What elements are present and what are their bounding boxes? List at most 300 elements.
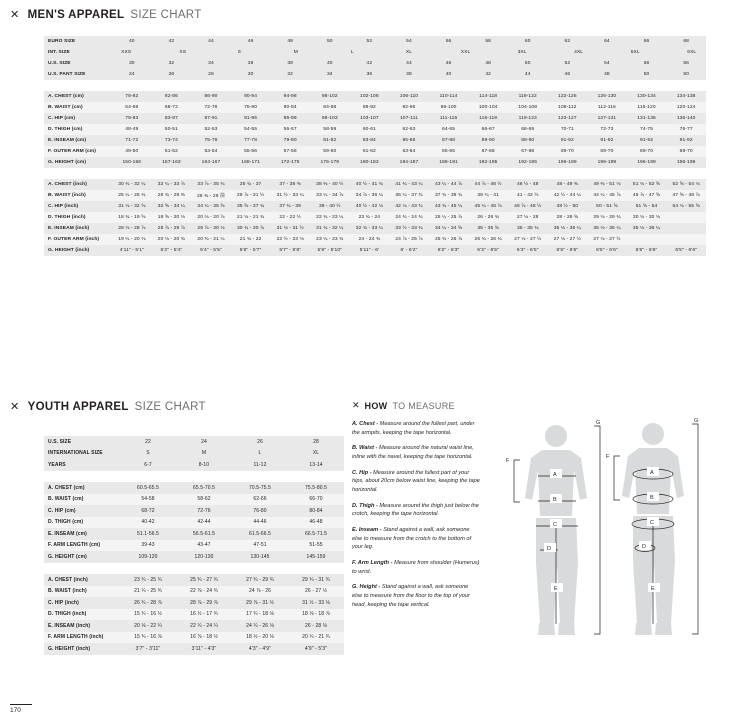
mens-cell: 120-124 [666, 102, 706, 113]
mens-cell: 20 ¾ - 21 ¼ [191, 234, 231, 245]
mens-cell: 32 [152, 58, 192, 69]
mens-cell: L [350, 50, 354, 55]
mens-cell: 44 ⅞ - 46 ½ [468, 179, 508, 190]
howto-item [352, 583, 480, 609]
mens-cell: 104-108 [508, 102, 548, 113]
mens-cell: 48 - 49 ⅜ [548, 179, 588, 190]
mens-cell: 43 ¼ - 44 ⅞ [429, 179, 469, 190]
mens-row-label: G. HEIGHT (cm) [44, 157, 112, 168]
mens-cell: 24 [112, 69, 152, 80]
mens-cell: 103-107 [350, 113, 390, 124]
mens-cell: 35 - 35 ¾ [508, 223, 548, 234]
youth-cell: 29 ¾ - 31 ¾ [288, 574, 344, 586]
howto-item-text: Stand against a wall, ask someone else to measure from the floor to the top of your head, keeping the tape vertical. [352, 584, 470, 608]
youth-row-label: D. THIGH (cm) [44, 517, 120, 529]
youth-cell: 56.5-61.5 [176, 528, 232, 540]
front-label-c: C [553, 522, 557, 528]
youth-cell: 109-120 [120, 551, 176, 563]
mens-row-label: D. THIGH (cm) [44, 124, 112, 135]
mens-cell: 56-57 [270, 124, 310, 135]
mens-row-label: INT. SIZE [44, 47, 112, 58]
mens-cell: 63-64 [389, 146, 429, 157]
mens-cell: 69-70 [587, 146, 627, 157]
mens-cell: 35 ⅝ - 37 ¾ [231, 201, 271, 212]
youth-row-label: A. CHEST (cm) [44, 482, 120, 494]
mens-cell [197, 50, 225, 55]
youth-cell: 58-62 [176, 494, 232, 506]
mens-cell: 91-92 [666, 135, 706, 146]
mens-table-row [44, 69, 706, 80]
mens-cell: 20 ⅛ - 20 ¾ [152, 234, 192, 245]
youth-cell: 76-80 [232, 505, 288, 517]
youth-cell: 23 ¾ - 25 ¾ [120, 574, 176, 586]
mens-cell: 24 ⅞ - 25 ⅞ [389, 234, 429, 245]
mens-cell: 29 ⅞ - 30 ⅛ [191, 223, 231, 234]
mens-cell: 108-112 [548, 102, 588, 113]
mens-cell: 19 ⅝ - 20 ⅛ [152, 212, 192, 223]
mens-cell: 96-100 [429, 102, 469, 113]
mens-cell: 28 - 28 ⅝ [548, 212, 588, 223]
mens-cell: 50 [627, 69, 667, 80]
side-label-b: B [650, 495, 654, 501]
mens-table-row [44, 223, 706, 234]
howto-title-bold: HOW [364, 400, 388, 411]
mens-cell: 67-68 [468, 146, 508, 157]
youth-cell: 54-58 [120, 494, 176, 506]
howto-item-text: Measure around the fullest part, under the armpits, keeping the tape horizontal. [352, 421, 475, 436]
mens-cell: XS [179, 50, 187, 55]
mens-cell: 38 [389, 69, 429, 80]
mens-cell: 59-60 [310, 146, 350, 157]
youth-cell: XL [288, 448, 344, 460]
mens-cell: 42 [468, 69, 508, 80]
front-bracket-g: G [596, 420, 601, 426]
youth-cell: 15 ¾ - 16 ½ [120, 609, 176, 621]
youth-row-label: G. HEIGHT (inch) [44, 643, 120, 655]
mens-cell: 30 [231, 69, 271, 80]
youth-cell: 3'11" - 4'3" [176, 643, 232, 655]
youth-row-label: C. HIP (inch) [44, 597, 120, 609]
mens-cell: 18 ¾ - 19 ⅝ [112, 212, 152, 223]
mens-cell: 23 ¼ - 23 ¾ [310, 234, 350, 245]
mens-cell: 33 ½ - 33 ¾ [389, 223, 429, 234]
youth-row-label: B. WAIST (cm) [44, 494, 120, 506]
youth-cell: 145-159 [288, 551, 344, 563]
mens-cell: XXL [460, 50, 471, 55]
youth-cell: 11-12 [232, 459, 288, 471]
measurement-figures [490, 398, 725, 688]
mens-cell: 56 [666, 58, 706, 69]
mens-cell [593, 50, 621, 55]
youth-cell: 20 ⅛ - 22 ¼ [120, 620, 176, 632]
mens-cell: 58 [468, 36, 508, 47]
mens-row-label: E. INSEAM (cm) [44, 135, 112, 146]
mens-cell: 36 [231, 58, 271, 69]
mens-cell: 67-68 [508, 146, 548, 157]
youth-cell: 4'9" - 5'3" [288, 643, 344, 655]
mens-cell: 107-111 [389, 113, 429, 124]
youth-cell: 3'7" - 3'11" [120, 643, 176, 655]
youth-row-label: U.S. SIZE [44, 436, 120, 448]
mens-cell: 72-76 [191, 102, 231, 113]
mens-cell: 48 [587, 69, 627, 80]
mens-table-row [44, 146, 706, 157]
mens-row-label: U.S. SIZE [44, 58, 112, 69]
youth-row-label: G. HEIGHT (cm) [44, 551, 120, 563]
mens-cell: 68-69 [508, 124, 548, 135]
mens-cell: 33 ¼ - 34 ⅞ [310, 190, 350, 201]
mens-cell: 192-195 [468, 157, 508, 168]
mens-cell: 62-63 [389, 124, 429, 135]
mens-cell: 49 ⅜ - 51 ⅛ [587, 179, 627, 190]
mens-row-label: D. THIGH (inch) [44, 212, 112, 223]
youth-row-label: F. ARM LENGTH (inch) [44, 632, 120, 644]
mens-cell: 32 ⅝ - 34 ¼ [152, 201, 192, 212]
mens-row-label: F. OUTER ARM (cm) [44, 146, 112, 157]
youth-table-row [44, 436, 344, 448]
mens-table-row [44, 212, 706, 223]
mens-cell: 44 [508, 69, 548, 80]
mens-cell: 66-67 [468, 124, 508, 135]
mens-cell: 5'7" - 5'8" [270, 245, 310, 256]
mens-cell: 5'2" - 5'4" [152, 245, 192, 256]
mens-cell: 32 [270, 69, 310, 80]
mens-cell: 31 ½ - 33 ¼ [270, 190, 310, 201]
howto-item-text: Measure from shoulder (Humerus) to wrist. [352, 559, 480, 575]
mens-cell: 40 ½ - 42 ⅛ [350, 201, 390, 212]
youth-cell: 26 ¾ - 28 ⅞ [120, 597, 176, 609]
mens-chart-title [10, 8, 202, 21]
mens-cell: 36 [350, 69, 390, 80]
youth-cell: 24 [176, 436, 232, 448]
side-label-e: E [651, 586, 655, 592]
mens-cell: 64-65 [429, 124, 469, 135]
mens-cell: 77-78 [231, 135, 271, 146]
mens-cell: 46 [548, 69, 588, 80]
mens-cell: 6'3" - 6'5" [508, 245, 548, 256]
mens-row-label: E. INSEAM (inch) [44, 223, 112, 234]
mens-cell: 6'3" - 6'5" [468, 245, 508, 256]
howto-title-light: TO MEASURE [392, 400, 455, 411]
mens-cell: 55-56 [231, 146, 271, 157]
mens-cell: 34 ¼ - 35 ⅝ [191, 201, 231, 212]
youth-table-row [44, 574, 344, 586]
front-label-d: D [547, 546, 551, 552]
mens-cell: 31 ⅛ - 32 ⅝ [112, 201, 152, 212]
mens-cell: 88-92 [350, 102, 390, 113]
howto-item [352, 469, 480, 495]
mens-cell: 50 [666, 69, 706, 80]
mens-cell: 44 [191, 36, 231, 47]
mens-cell: 50-51 [152, 124, 192, 135]
howto-item [352, 559, 480, 576]
mens-cell: 76-77 [666, 124, 706, 135]
mens-cell: 157-163 [152, 157, 192, 168]
mens-cell: 80-84 [270, 102, 310, 113]
mens-cell: 35 ⅛ - 36 ¼ [587, 223, 627, 234]
mens-cell: 95-99 [270, 113, 310, 124]
page-number: 170 [10, 707, 21, 714]
mens-table-row [44, 245, 706, 256]
youth-row-label: D. THIGH (inch) [44, 609, 120, 621]
mens-table-row [44, 47, 706, 58]
mens-cell: 69-70 [627, 146, 667, 157]
mens-cell: 45 ⅞ - 47 ⅝ [627, 190, 667, 201]
youth-table-row [44, 517, 344, 529]
mens-cell: 35 - 35 ⅝ [468, 223, 508, 234]
youth-row-label: E. INSEAM (inch) [44, 620, 120, 632]
mens-cell: 51-52 [152, 146, 192, 157]
mens-cell: 5'9" - 5'10" [310, 245, 350, 256]
mens-cell: 42 [152, 36, 192, 47]
mens-cell: 44 ¼ - 45 ⅞ [587, 190, 627, 201]
mens-cell: 6'5" - 6'6" [666, 245, 706, 256]
youth-table-row [44, 586, 344, 598]
youth-cell: 39-43 [120, 540, 176, 552]
youth-cell: 16 ⅞ - 18 ½ [176, 632, 232, 644]
mens-cell: 46 ½ - 48 [508, 179, 548, 190]
youth-cell: 22 [120, 436, 176, 448]
mens-cell: 25 ¾ - 26 ⅞ [429, 234, 469, 245]
mens-cell: 94-98 [270, 91, 310, 102]
mens-cell: 164-167 [191, 157, 231, 168]
mens-cell: XXS [121, 50, 132, 55]
youth-cell: 26 - 27 ½ [288, 586, 344, 598]
mens-size-table [44, 36, 706, 256]
youth-cell: 22 ⅞ - 24 ¾ [176, 586, 232, 598]
mens-cell: 50 [508, 58, 548, 69]
side-bracket-g: G [694, 418, 699, 424]
youth-cell: M [176, 448, 232, 460]
mens-cell: 38 ⅜ - 40 ½ [310, 179, 350, 190]
mens-cell: 5'4" - 5'5" [191, 245, 231, 256]
mens-cell: 28 [191, 69, 231, 80]
mens-cell: 64 [587, 36, 627, 47]
youth-cell: 44-46 [232, 517, 288, 529]
mens-table-row [44, 179, 706, 190]
mens-cell: 82-86 [152, 91, 192, 102]
youth-cell: 75.5-80.5 [288, 482, 344, 494]
side-label-c: C [650, 520, 654, 526]
mens-cell: XL [405, 50, 413, 55]
mens-cell: 92-96 [389, 102, 429, 113]
mens-cell: 30 [112, 58, 152, 69]
mens-cell [140, 50, 168, 55]
mens-table-row [44, 36, 706, 47]
mens-cell: 196-199 [627, 157, 667, 168]
youth-title-bold: YOUTH APPAREL [27, 400, 129, 413]
mens-cell: 52 [350, 36, 390, 47]
figure-diagram [490, 398, 725, 688]
mens-cell: 91-92 [548, 135, 588, 146]
howto-item [352, 502, 480, 519]
mens-cell: 52-53 [191, 124, 231, 135]
mens-cell: 25 ¼ - 25 ⅞ [429, 212, 469, 223]
mens-cell: 45 ¼ - 46 ⅞ [468, 201, 508, 212]
mens-cell: 40 [429, 69, 469, 80]
mens-table-row [44, 58, 706, 69]
mens-cell: 196-199 [587, 157, 627, 168]
mens-cell: 131-136 [627, 113, 667, 124]
mens-cell: 24 ¾ - 24 ¾ [389, 212, 429, 223]
mens-cell: 74-75 [627, 124, 667, 135]
mens-cell: 180-183 [350, 157, 390, 168]
mens-cell [423, 50, 451, 55]
front-bracket-f: F [506, 458, 510, 464]
mens-cell: 122-126 [548, 91, 588, 102]
mens-cell: 6'5" - 6'6" [548, 245, 588, 256]
mens-cell: 24 - 24 ¾ [350, 234, 390, 245]
mens-table-row [44, 190, 706, 201]
mens-cell: 99-103 [310, 113, 350, 124]
mens-cell: 28 ⅜ - 29 箭 [191, 190, 231, 201]
mens-int-size-cell [112, 47, 706, 58]
mens-cell: 87-91 [191, 113, 231, 124]
youth-cell: 51-55 [288, 540, 344, 552]
mens-cell: 52 ⅝ - 54 ⅛ [666, 179, 706, 190]
mens-cell: 38 [270, 58, 310, 69]
mens-cell: 22 ¾ - 23 ¼ [310, 212, 350, 223]
youth-cell: 18 ⅛ - 18 ⅞ [288, 609, 344, 621]
youth-row-label: INTERNATIONAL SIZE [44, 448, 120, 460]
howto-item-key: C. Hip - [352, 469, 374, 476]
mens-cell: 48 [468, 58, 508, 69]
youth-cell: 28 ⅞ - 29 ⅞ [176, 597, 232, 609]
mens-cell: 115-119 [468, 113, 508, 124]
mens-cell: 39 ¼ - 41 [468, 190, 508, 201]
youth-table-row [44, 448, 344, 460]
mens-cell: 52 [548, 58, 588, 69]
footer-rule [10, 704, 32, 705]
mens-cell: 57-58 [270, 146, 310, 157]
youth-chart-title [10, 400, 206, 413]
youth-cell: 72-76 [176, 505, 232, 517]
close-icon-youth: ✕ [10, 401, 20, 413]
howto-item-key: F. Arm Length - [352, 559, 395, 566]
close-icon: ✕ [10, 9, 20, 21]
youth-cell: 47-51 [232, 540, 288, 552]
youth-title-light: SIZE CHART [134, 400, 206, 413]
mens-cell: 6'2" - 6'3" [429, 245, 469, 256]
mens-cell: 6'5" - 6'6" [627, 245, 667, 256]
mens-cell: 33 ⅞ - 35 ¾ [191, 179, 231, 190]
mens-cell: 62 [548, 36, 588, 47]
mens-cell: 29 ⅛ - 29 ¾ [587, 212, 627, 223]
youth-cell: 66.5-71.5 [288, 528, 344, 540]
side-figure [606, 418, 698, 635]
youth-cell: 42-44 [176, 517, 232, 529]
mens-title-light: SIZE CHART [130, 8, 202, 21]
mens-cell: 114-118 [468, 91, 508, 102]
howto-item-key: G. Height - [352, 584, 382, 591]
youth-cell: 24 ¼ - 26 ⅛ [232, 620, 288, 632]
mens-table-row [44, 135, 706, 146]
mens-cell: 134-138 [666, 91, 706, 102]
mens-cell: 23 ¾ - 24 [350, 212, 390, 223]
how-to-measure-panel [352, 400, 512, 616]
mens-cell: 44 [389, 58, 429, 69]
mens-cell: 5XL [630, 50, 640, 55]
youth-cell: 21 ¼ - 25 ¾ [120, 586, 176, 598]
mens-cell: 22 ½ - 23 ⅛ [270, 234, 310, 245]
mens-row-label: B. WAIST (cm) [44, 102, 112, 113]
youth-table-row [44, 528, 344, 540]
mens-cell: 81-82 [310, 135, 350, 146]
mens-cell: 22 - 22 ½ [270, 212, 310, 223]
mens-cell: 4'11" - 5'1" [112, 245, 152, 256]
mens-cell: 53-54 [191, 146, 231, 157]
mens-cell: 84-88 [310, 102, 350, 113]
howto-item [352, 526, 480, 552]
mens-cell: 111-115 [429, 113, 469, 124]
front-label-a: A [553, 472, 557, 478]
youth-table-row [44, 505, 344, 517]
mens-table-row [44, 124, 706, 135]
youth-cell: 22 ¼ - 24 ¼ [176, 620, 232, 632]
mens-cell: 50 - 51 ⅝ [587, 201, 627, 212]
mens-cell: 19 ¼ - 20 ⅛ [112, 234, 152, 245]
mens-cell [666, 223, 706, 234]
mens-row-label: U.S. PANT SIZE [44, 69, 112, 80]
youth-cell: 24 ⅞ - 26 [232, 586, 288, 598]
mens-cell: 61-62 [350, 146, 390, 157]
youth-table-row [44, 632, 344, 644]
mens-cell: 6'5" - 6'6" [587, 245, 627, 256]
mens-cell: 79-80 [270, 135, 310, 146]
youth-table-row [44, 643, 344, 655]
mens-cell: 126-130 [587, 91, 627, 102]
mens-cell: 50 [310, 36, 350, 47]
youth-table-row [44, 597, 344, 609]
page-footer [10, 704, 32, 714]
youth-cell: 17 ¾ - 18 ⅛ [232, 609, 288, 621]
mens-cell: 66 [627, 36, 667, 47]
youth-row-label: B. WAIST (inch) [44, 586, 120, 598]
mens-row-label: C. HIP (cm) [44, 113, 112, 124]
mens-cell: 5'11" - 6' [350, 245, 390, 256]
youth-cell: 40-42 [120, 517, 176, 529]
mens-cell: 70-71 [548, 124, 588, 135]
mens-cell: 91-95 [231, 113, 271, 124]
side-label-d: D [642, 544, 646, 550]
howto-item-text: Measure around the natural waist line, inline with the navel, keeping the tape horizontal. [352, 445, 474, 460]
mens-cell: 6' - 6'2" [389, 245, 429, 256]
front-label-e: E [554, 586, 558, 592]
front-figure [506, 420, 600, 635]
mens-cell: 51 ⅛ - 52 ⅝ [627, 179, 667, 190]
mens-row-label: A. CHEST (inch) [44, 179, 112, 190]
mens-cell: M [293, 50, 298, 55]
mens-cell: 47 ⅝ - 48 ⅞ [666, 190, 706, 201]
mens-cell: 26 [152, 69, 192, 80]
youth-cell: 16 ½ - 17 ¾ [176, 609, 232, 621]
mens-cell: 40 ½ - 41 ¾ [350, 179, 390, 190]
mens-cell: 196-199 [548, 157, 588, 168]
mens-cell [310, 50, 338, 55]
youth-cell: 18 ½ - 20 ⅛ [232, 632, 288, 644]
mens-cell: 21 ¾ - 22 [231, 234, 271, 245]
mens-cell: 51 ⅝ - 54 [627, 201, 667, 212]
mens-cell: 73-74 [152, 135, 192, 146]
youth-cell: 26 - 28 ⅛ [288, 620, 344, 632]
youth-cell: 15 ¾ - 16 ⅞ [120, 632, 176, 644]
mens-cell: 123-127 [548, 113, 588, 124]
mens-cell: 127-131 [587, 113, 627, 124]
mens-cell: 42 [350, 58, 390, 69]
mens-cell: 26 ¾ - 28 ⅜ [152, 190, 192, 201]
youth-cell: 8-10 [176, 459, 232, 471]
mens-cell: 28 ⅞ - 29 ⅞ [152, 223, 192, 234]
